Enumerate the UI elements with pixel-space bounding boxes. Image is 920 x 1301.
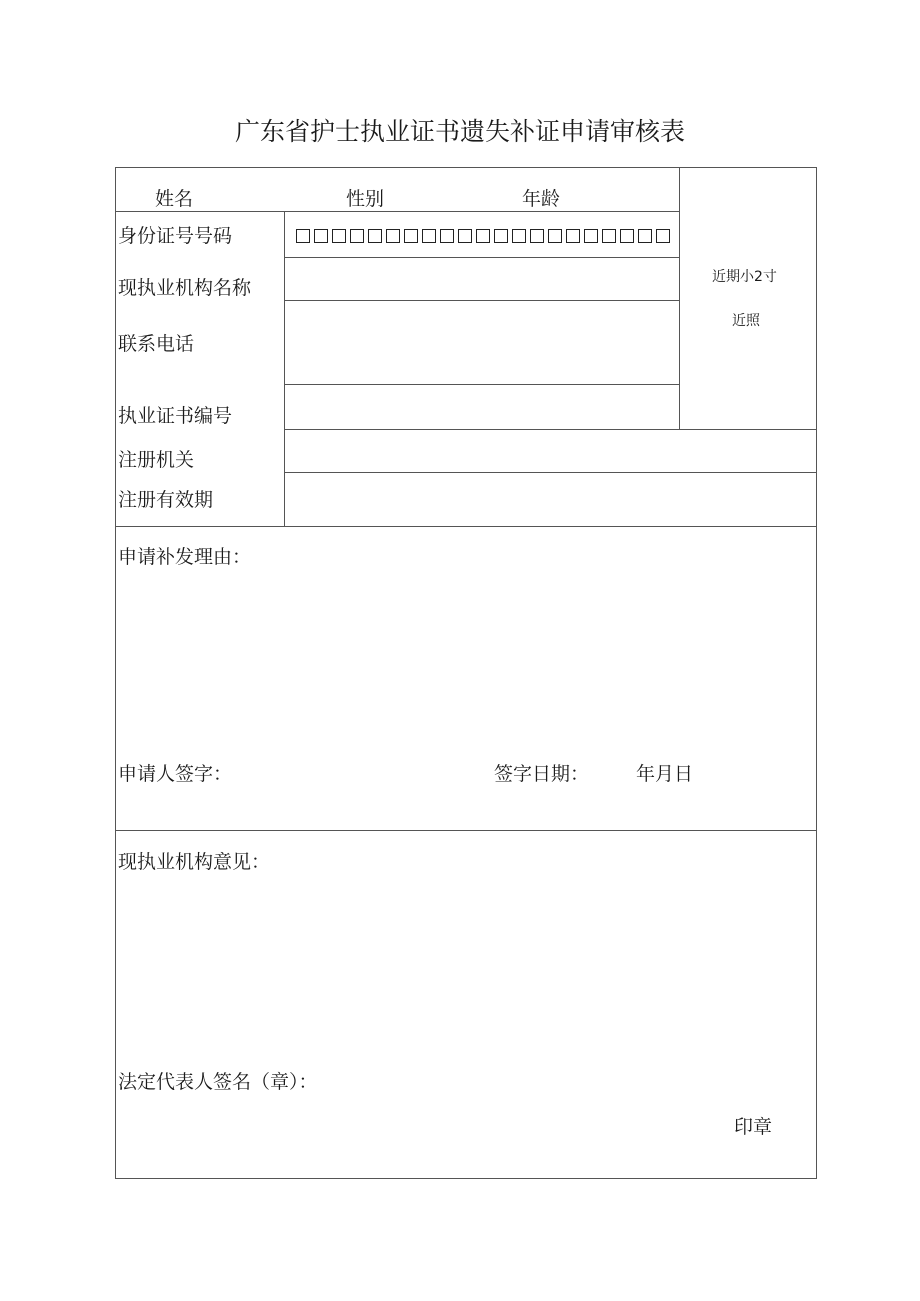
cert-number-label: 执业证书编号 [118, 405, 233, 427]
photo-area[interactable] [681, 169, 815, 428]
id-digit-box[interactable] [638, 229, 652, 243]
id-digit-box[interactable] [512, 229, 526, 243]
id-digit-box[interactable] [494, 229, 508, 243]
reg-authority-label: 注册机关 [118, 449, 195, 471]
id-number-label: 身份证号号码 [118, 225, 233, 247]
reg-validity-label: 注册有效期 [118, 489, 214, 511]
institution-opinion-label: 现执业机构意见： [118, 851, 271, 873]
sign-date-label: 签字日期： [494, 763, 590, 785]
id-digit-box[interactable] [476, 229, 490, 243]
sign-date-format: 年月日 [636, 763, 694, 785]
reg-validity-field[interactable] [286, 474, 815, 525]
name-label: 姓名 [155, 188, 194, 210]
gender-label: 性别 [346, 188, 385, 210]
legal-rep-signature-label: 法定代表人签名（章）： [118, 1071, 318, 1093]
age-label: 年龄 [522, 188, 561, 210]
id-digit-box[interactable] [386, 229, 400, 243]
id-digit-box[interactable] [404, 229, 418, 243]
institution-field[interactable] [286, 259, 678, 299]
photo-size-note: 近期小2寸 [712, 269, 777, 285]
institution-label: 现执业机构名称 [118, 277, 252, 299]
photo-recent-note: 近照 [732, 313, 760, 329]
id-digit-box[interactable] [566, 229, 580, 243]
phone-label: 联系电话 [118, 333, 195, 355]
id-digit-box[interactable] [530, 229, 544, 243]
id-number-boxes[interactable] [296, 229, 670, 243]
id-digit-box[interactable] [584, 229, 598, 243]
id-digit-box[interactable] [620, 229, 634, 243]
id-digit-box[interactable] [440, 229, 454, 243]
id-digit-box[interactable] [656, 229, 670, 243]
id-digit-box[interactable] [350, 229, 364, 243]
id-digit-box[interactable] [458, 229, 472, 243]
id-digit-box[interactable] [332, 229, 346, 243]
reg-authority-field[interactable] [286, 431, 815, 471]
id-digit-box[interactable] [422, 229, 436, 243]
page-title: 广东省护士执业证书遗失补证申请审核表 [234, 117, 685, 146]
reason-textarea[interactable] [117, 575, 814, 745]
id-digit-box[interactable] [368, 229, 382, 243]
cert-number-field[interactable] [286, 386, 678, 428]
id-digit-box[interactable] [296, 229, 310, 243]
id-digit-box[interactable] [314, 229, 328, 243]
opinion-textarea[interactable] [117, 880, 814, 1050]
id-digit-box[interactable] [602, 229, 616, 243]
id-digit-box[interactable] [548, 229, 562, 243]
seal-label: 印章 [734, 1116, 773, 1138]
applicant-signature-label: 申请人签字： [118, 763, 233, 785]
phone-field[interactable] [286, 302, 678, 383]
reason-label: 申请补发理由： [118, 546, 252, 568]
